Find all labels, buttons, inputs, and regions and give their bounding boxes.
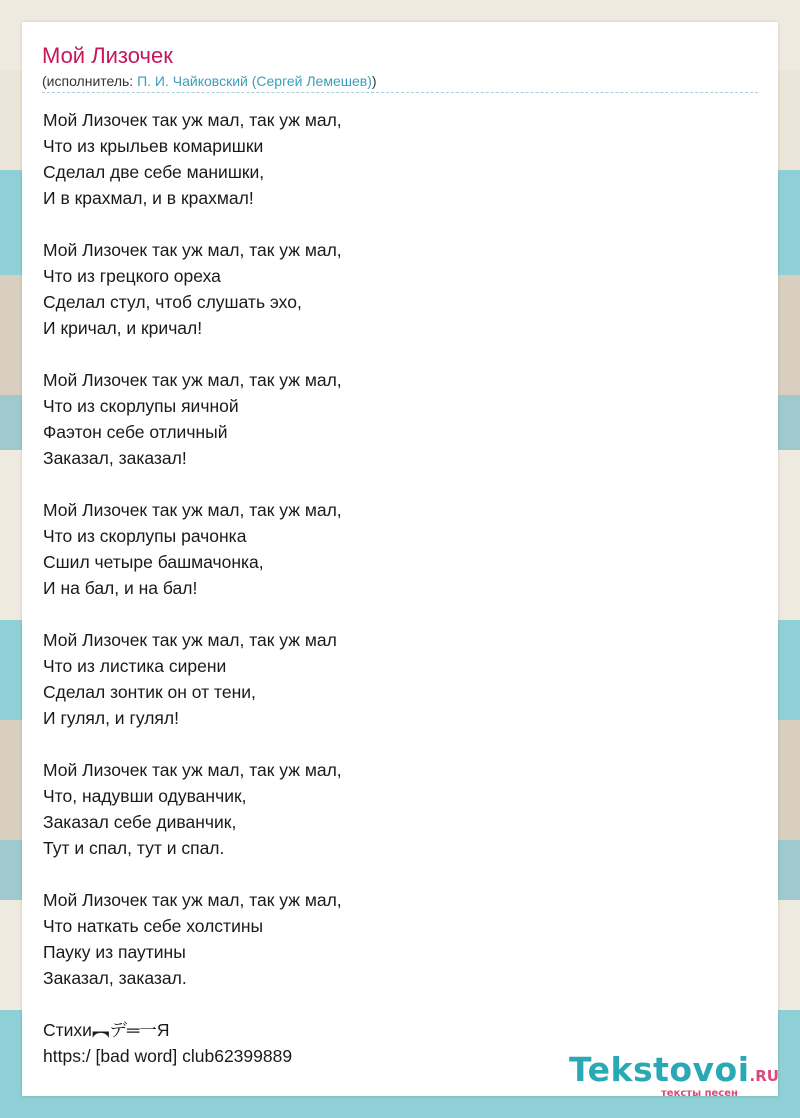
- performer-suffix: ): [371, 73, 377, 89]
- footer-line: Стихи︻デ═一Я: [43, 1020, 170, 1040]
- logo-tagline: тексты песен: [661, 1088, 738, 1099]
- stanza-2: [43, 237, 743, 341]
- lyric-line: Сделал зонтик он от тени,: [43, 682, 256, 702]
- lyric-line: Пауку из паутины: [43, 942, 186, 962]
- lyric-line: И на бал, и на бал!: [43, 578, 198, 598]
- lyric-line: Что из крыльев комаришки: [43, 136, 264, 156]
- title-divider: [42, 92, 758, 93]
- lyric-line: И кричал, и кричал!: [43, 318, 203, 338]
- lyric-line: Что из скорлупы рачонка: [43, 526, 247, 546]
- lyric-line: Что из листика сирени: [43, 656, 227, 676]
- lyric-line: Тут и спал, тут и спал.: [43, 838, 225, 858]
- lyric-line: Фаэтон себе отличный: [43, 422, 228, 442]
- lyric-line: Мой Лизочек так уж мал, так уж мал,: [43, 370, 342, 390]
- lyric-line: Что из грецкого ореха: [43, 266, 221, 286]
- lyric-line: Мой Лизочек так уж мал, так уж мал: [43, 630, 337, 650]
- lyric-line: Что, надувши одуванчик,: [43, 786, 247, 806]
- stanza-3: [43, 367, 743, 471]
- lyric-line: Заказал, заказал!: [43, 448, 187, 468]
- lyric-line: Мой Лизочек так уж мал, так уж мал,: [43, 240, 342, 260]
- lyric-line: И в крахмал, и в крахмал!: [43, 188, 254, 208]
- lyrics-sheet: [22, 22, 779, 1099]
- lyric-line: Мой Лизочек так уж мал, так уж мал,: [43, 500, 342, 520]
- performer-link[interactable]: П. И. Чайковский (Сергей Лемешев): [137, 73, 372, 89]
- lyric-line: Сделал стул, чтоб слушать эхо,: [43, 292, 302, 312]
- site-logo[interactable]: [569, 1050, 779, 1100]
- lyrics-body: [43, 107, 743, 1069]
- lyric-line: Заказал себе диванчик,: [43, 812, 237, 832]
- song-title: Мой Лизочек: [42, 43, 173, 68]
- lyric-line: Сделал две себе манишки,: [43, 162, 265, 182]
- lyric-line: Мой Лизочек так уж мал, так уж мал,: [43, 110, 342, 130]
- lyric-line: Что из скорлупы яичной: [43, 396, 239, 416]
- stanza-6: [43, 757, 743, 861]
- logo-wordmark: [569, 1050, 779, 1089]
- footer-line: https:/ [bad word] club62399889: [43, 1046, 293, 1066]
- lyric-line: Мой Лизочек так уж мал, так уж мал,: [43, 760, 342, 780]
- stanza-7: [43, 887, 743, 991]
- lyric-line: Мой Лизочек так уж мал, так уж мал,: [43, 890, 342, 910]
- lyric-line: Заказал, заказал.: [43, 968, 187, 988]
- lyric-line: И гулял, и гулял!: [43, 708, 179, 728]
- logo-main-text: Tekstovoi: [569, 1050, 750, 1089]
- stanza-1: [43, 107, 743, 211]
- performer-prefix: (исполнитель:: [42, 73, 138, 89]
- stanza-5: [43, 627, 743, 731]
- performer-line: [42, 73, 377, 89]
- lyric-line: Что наткать себе холстины: [43, 916, 264, 936]
- lyric-line: Сшил четыре башмачонка,: [43, 552, 264, 572]
- stanza-4: [43, 497, 743, 601]
- logo-domain-suffix: .RU: [749, 1067, 779, 1085]
